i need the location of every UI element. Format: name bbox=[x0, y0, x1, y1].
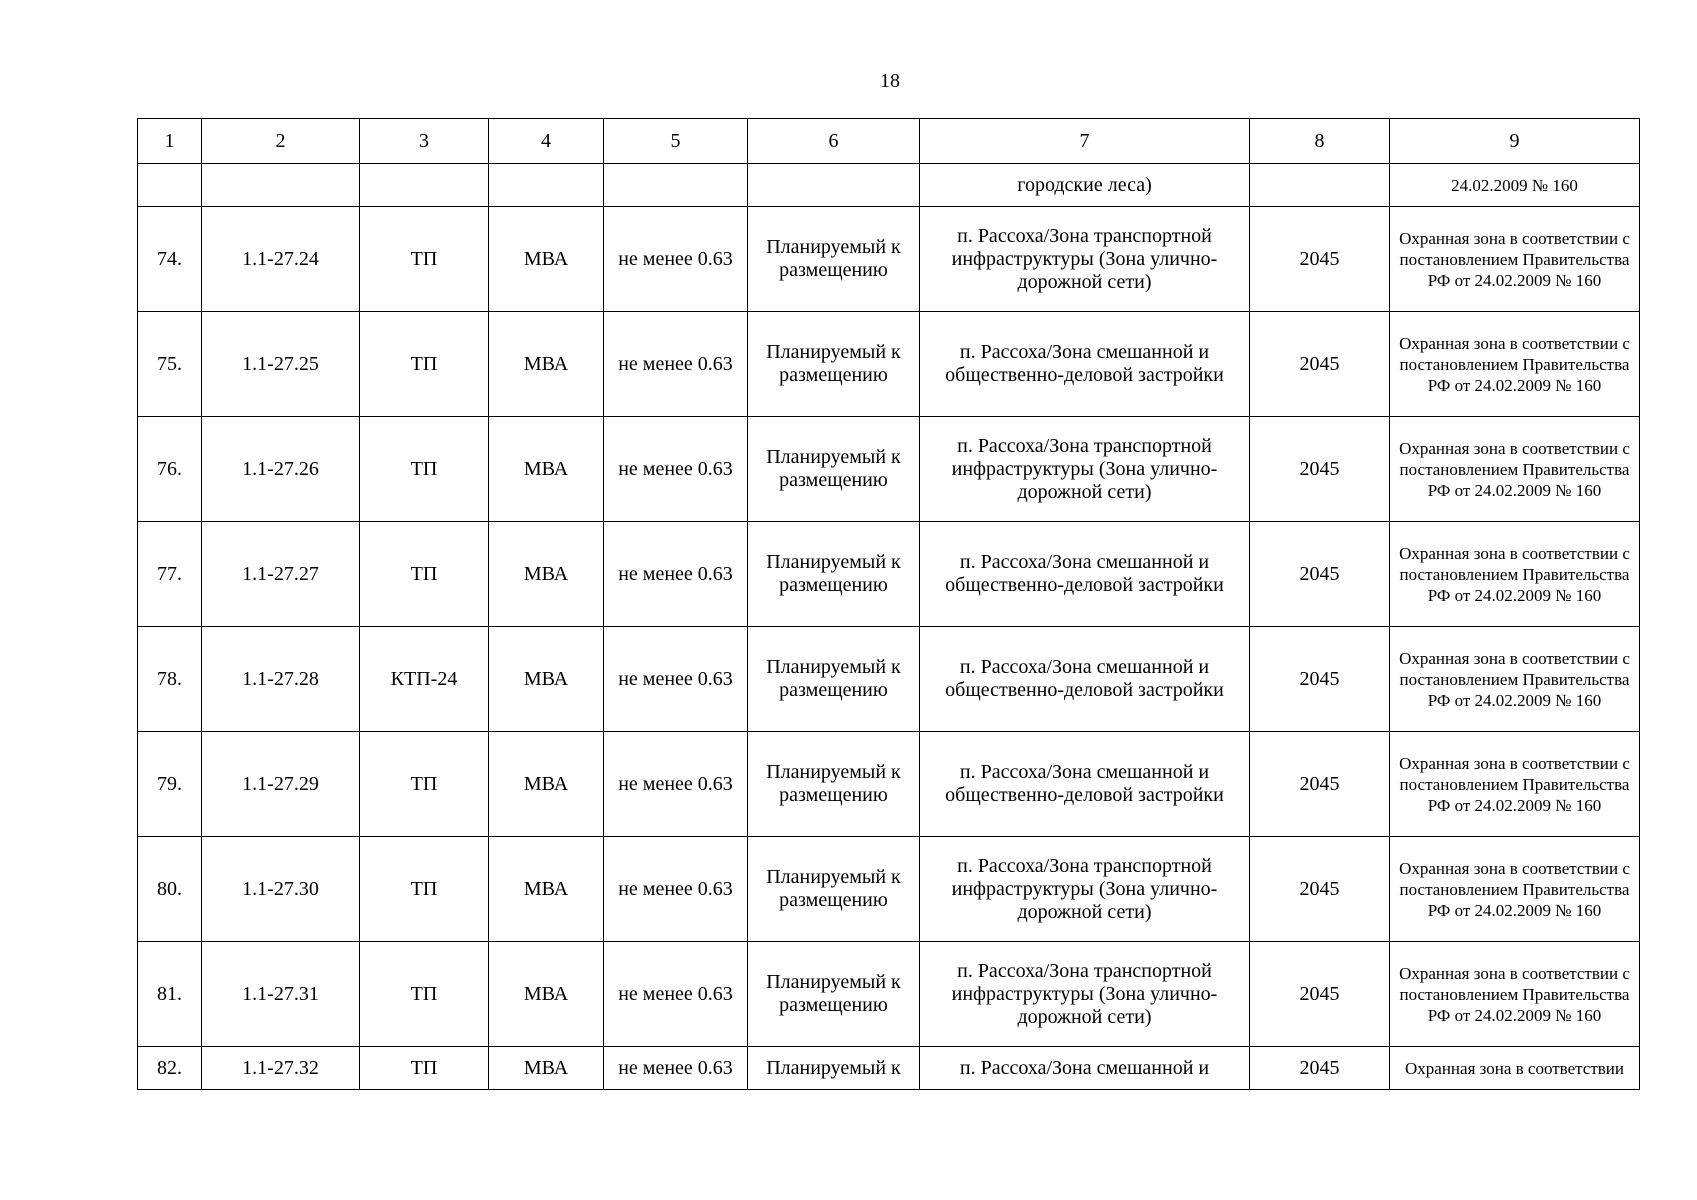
table-cell-col-4: МВА bbox=[489, 312, 604, 417]
table-cell-col-9: Охранная зона в соответствии с постановлением Правительства РФ от 24.02.2009 № 160 bbox=[1390, 942, 1640, 1047]
table-cell-col-9: Охранная зона в соответствии с постановлением Правительства РФ от 24.02.2009 № 160 bbox=[1390, 627, 1640, 732]
table-cell-col-3: 3 bbox=[360, 119, 489, 164]
page-number: 18 bbox=[880, 70, 900, 92]
table-cell-col-7: п. Рассоха/Зона смешанной и общественно-деловой застройки bbox=[920, 732, 1250, 837]
table-cell-col-7: 7 bbox=[920, 119, 1250, 164]
table-cell-col-4: МВА bbox=[489, 732, 604, 837]
table-cell-col-2: 1.1-27.29 bbox=[202, 732, 360, 837]
table-cell-col-2: 2 bbox=[202, 119, 360, 164]
table-header-row bbox=[138, 119, 1640, 164]
table-cell-col-9: Охранная зона в соответствии с постановлением Правительства РФ от 24.02.2009 № 160 bbox=[1390, 207, 1640, 312]
table-cell-col-6: Планируемый к размещению bbox=[748, 942, 920, 1047]
table-cell-col-3: ТП bbox=[360, 417, 489, 522]
table-cell-col-3: ТП bbox=[360, 837, 489, 942]
table-cell-col-6: 6 bbox=[748, 119, 920, 164]
table-cell-col-4: МВА bbox=[489, 1047, 604, 1090]
table-cell-col-8: 2045 bbox=[1250, 207, 1390, 312]
table-row bbox=[138, 732, 1640, 837]
table-cell-col-7: п. Рассоха/Зона смешанной и общественно-деловой застройки bbox=[920, 627, 1250, 732]
table-cell-col-1 bbox=[138, 164, 202, 207]
table-cell-col-8: 2045 bbox=[1250, 417, 1390, 522]
table-row bbox=[138, 942, 1640, 1047]
table-cell-col-1: 74. bbox=[138, 207, 202, 312]
table-cell-col-7: п. Рассоха/Зона смешанной и общественно-деловой застройки bbox=[920, 312, 1250, 417]
table-cell-col-5: не менее 0.63 bbox=[604, 207, 748, 312]
table-cell-col-2 bbox=[202, 164, 360, 207]
table-cell-col-4: МВА bbox=[489, 207, 604, 312]
table-cell-col-3: ТП bbox=[360, 207, 489, 312]
table-row bbox=[138, 207, 1640, 312]
table-cell-col-3: ТП bbox=[360, 942, 489, 1047]
table-cell-col-7: п. Рассоха/Зона смешанной и общественно-деловой застройки bbox=[920, 522, 1250, 627]
table-cell-col-2: 1.1-27.30 bbox=[202, 837, 360, 942]
table-row bbox=[138, 417, 1640, 522]
table-row bbox=[138, 522, 1640, 627]
table-cell-col-2: 1.1-27.25 bbox=[202, 312, 360, 417]
table-cell-col-6: Планируемый к размещению bbox=[748, 732, 920, 837]
table-cell-col-8: 8 bbox=[1250, 119, 1390, 164]
table-cell-col-1: 78. bbox=[138, 627, 202, 732]
table-cell-col-7: п. Рассоха/Зона смешанной и bbox=[920, 1047, 1250, 1090]
table-cell-col-9: Охранная зона в соответствии с постановлением Правительства РФ от 24.02.2009 № 160 bbox=[1390, 732, 1640, 837]
table-cell-col-5: 5 bbox=[604, 119, 748, 164]
table-cell-col-6: Планируемый к размещению bbox=[748, 522, 920, 627]
table-cell-col-3 bbox=[360, 164, 489, 207]
table-cell-col-6: Планируемый к размещению bbox=[748, 627, 920, 732]
table-cell-col-8: 2045 bbox=[1250, 312, 1390, 417]
table-cell-col-3: ТП bbox=[360, 732, 489, 837]
table-cell-col-7: п. Рассоха/Зона транспортной инфраструктуры (Зона улично-дорожной сети) bbox=[920, 417, 1250, 522]
table-cell-col-1: 1 bbox=[138, 119, 202, 164]
table-cell-col-9: Охранная зона в соответствии bbox=[1390, 1047, 1640, 1090]
table-cell-col-4: МВА bbox=[489, 942, 604, 1047]
table-cell-col-6 bbox=[748, 164, 920, 207]
table-cell-col-1: 80. bbox=[138, 837, 202, 942]
table-cell-col-5: не менее 0.63 bbox=[604, 732, 748, 837]
table-cell-col-1: 75. bbox=[138, 312, 202, 417]
table-cell-col-8: 2045 bbox=[1250, 942, 1390, 1047]
table-cell-col-3: ТП bbox=[360, 522, 489, 627]
table-cell-col-3: КТП-24 bbox=[360, 627, 489, 732]
table-cell-col-7: п. Рассоха/Зона транспортной инфраструктуры (Зона улично-дорожной сети) bbox=[920, 942, 1250, 1047]
table-cell-col-6: Планируемый к bbox=[748, 1047, 920, 1090]
table-row-partial bbox=[138, 1047, 1640, 1090]
table-cell-col-4: МВА bbox=[489, 837, 604, 942]
table-cell-col-3: ТП bbox=[360, 312, 489, 417]
table-cell-col-1: 81. bbox=[138, 942, 202, 1047]
table-cell-col-8: 2045 bbox=[1250, 732, 1390, 837]
table-cell-col-6: Планируемый к размещению bbox=[748, 312, 920, 417]
data-table bbox=[137, 118, 1640, 1090]
table-cell-col-9: Охранная зона в соответствии с постановлением Правительства РФ от 24.02.2009 № 160 bbox=[1390, 837, 1640, 942]
table-cell-col-6: Планируемый к размещению bbox=[748, 417, 920, 522]
table-cell-col-7: п. Рассоха/Зона транспортной инфраструктуры (Зона улично-дорожной сети) bbox=[920, 207, 1250, 312]
table-cell-col-5: не менее 0.63 bbox=[604, 522, 748, 627]
table-cell-col-2: 1.1-27.32 bbox=[202, 1047, 360, 1090]
table-cell-col-1: 77. bbox=[138, 522, 202, 627]
table-cell-col-4: МВА bbox=[489, 417, 604, 522]
table-row bbox=[138, 312, 1640, 417]
table-cell-col-2: 1.1-27.31 bbox=[202, 942, 360, 1047]
table-cell-col-5: не менее 0.63 bbox=[604, 942, 748, 1047]
table-row bbox=[138, 837, 1640, 942]
table-cell-col-7: городские леса) bbox=[920, 164, 1250, 207]
table-cell-col-2: 1.1-27.26 bbox=[202, 417, 360, 522]
table-cell-col-2: 1.1-27.28 bbox=[202, 627, 360, 732]
table-cell-col-9: Охранная зона в соответствии с постановлением Правительства РФ от 24.02.2009 № 160 bbox=[1390, 312, 1640, 417]
table-cell-col-9: 9 bbox=[1390, 119, 1640, 164]
table-cell-col-6: Планируемый к размещению bbox=[748, 207, 920, 312]
table-cell-col-1: 76. bbox=[138, 417, 202, 522]
table-cell-col-5: не менее 0.63 bbox=[604, 312, 748, 417]
table-cell-col-4: МВА bbox=[489, 627, 604, 732]
table-cell-col-8 bbox=[1250, 164, 1390, 207]
table-row bbox=[138, 627, 1640, 732]
table-cell-col-4 bbox=[489, 164, 604, 207]
table-cell-col-6: Планируемый к размещению bbox=[748, 837, 920, 942]
table-cell-col-3: ТП bbox=[360, 1047, 489, 1090]
table-cell-col-9: 24.02.2009 № 160 bbox=[1390, 164, 1640, 207]
table-cell-col-9: Охранная зона в соответствии с постановлением Правительства РФ от 24.02.2009 № 160 bbox=[1390, 417, 1640, 522]
table-cell-col-4: 4 bbox=[489, 119, 604, 164]
table-cell-col-8: 2045 bbox=[1250, 1047, 1390, 1090]
table-cell-col-2: 1.1-27.24 bbox=[202, 207, 360, 312]
table-cell-col-5: не менее 0.63 bbox=[604, 417, 748, 522]
table-cell-col-9: Охранная зона в соответствии с постановлением Правительства РФ от 24.02.2009 № 160 bbox=[1390, 522, 1640, 627]
table-cell-col-1: 79. bbox=[138, 732, 202, 837]
table-cell-col-5: не менее 0.63 bbox=[604, 1047, 748, 1090]
table-cell-col-2: 1.1-27.27 bbox=[202, 522, 360, 627]
table-cell-col-8: 2045 bbox=[1250, 837, 1390, 942]
table-cell-col-5: не менее 0.63 bbox=[604, 837, 748, 942]
table-cell-col-8: 2045 bbox=[1250, 627, 1390, 732]
table-cell-col-4: МВА bbox=[489, 522, 604, 627]
table-cell-col-5: не менее 0.63 bbox=[604, 627, 748, 732]
table-continuation-row bbox=[138, 164, 1640, 207]
table-cell-col-1: 82. bbox=[138, 1047, 202, 1090]
table-cell-col-5 bbox=[604, 164, 748, 207]
table-cell-col-7: п. Рассоха/Зона транспортной инфраструктуры (Зона улично-дорожной сети) bbox=[920, 837, 1250, 942]
table-cell-col-8: 2045 bbox=[1250, 522, 1390, 627]
